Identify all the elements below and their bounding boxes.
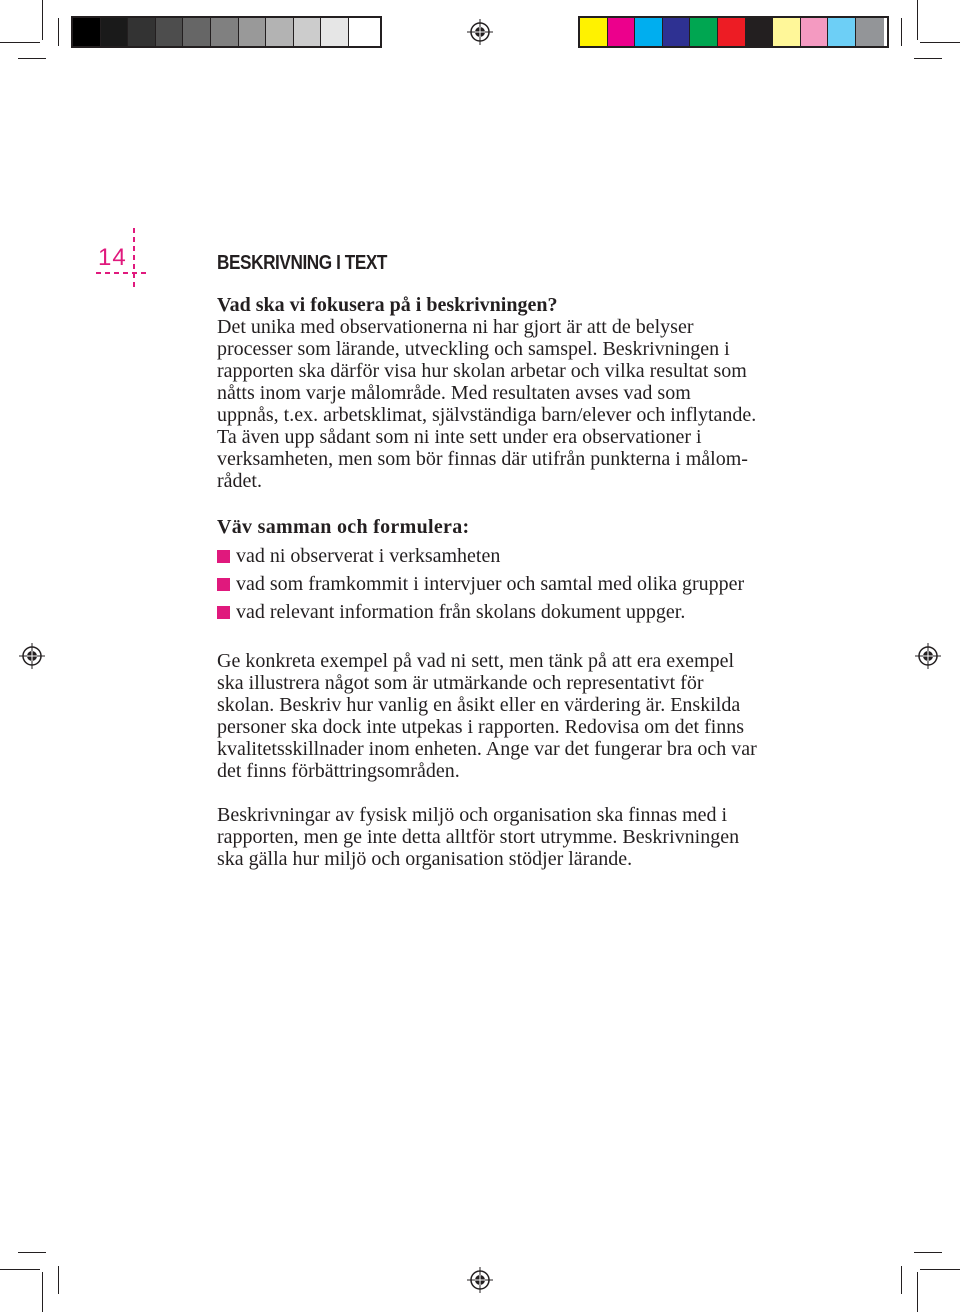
registration-mark-top-icon — [467, 19, 493, 45]
color-swatch — [635, 18, 663, 46]
crop-mark-bottom-right-v2 — [901, 1266, 902, 1294]
paragraph-line: nåtts inom varje målområde. Med resultaten avses vad som — [217, 382, 691, 404]
paragraph-line: processer som lärande, utveckling och samspel. Beskrivningen i — [217, 338, 730, 360]
paragraph-line: rapporten, men ge inte detta alltför stort utrymme. Beskrivningen — [217, 826, 740, 848]
list-item: vad som framkommit i intervjuer och samtal med olika grupper — [217, 570, 817, 598]
color-swatch — [856, 18, 884, 46]
paragraph-line: Ge konkreta exempel på vad ni sett, men tänk på att era exempel — [217, 650, 735, 672]
paragraph-line: uppnås, t.ex. arbetsklimat, självständiga barn/elever och inflytande. — [217, 404, 757, 426]
gray-swatch — [239, 18, 267, 46]
crop-mark-top-left-v — [42, 0, 43, 40]
color-swatch — [828, 18, 856, 46]
crop-mark-bottom-right-v — [917, 1272, 918, 1312]
gray-swatch — [211, 18, 239, 46]
page-content — [217, 248, 817, 870]
color-swatch — [801, 18, 829, 46]
color-swatch — [773, 18, 801, 46]
gray-swatch — [128, 18, 156, 46]
environment-paragraph — [217, 804, 817, 870]
crop-mark-top-right-v — [917, 0, 918, 40]
paragraph-line: rapporten ska därför visa hur skolan arbetar och vilka resultat som — [217, 360, 747, 382]
paragraph-line: rådet. — [217, 470, 262, 492]
registration-mark-bottom-icon — [467, 1267, 493, 1293]
section-title: BESKRIVNING I TEXT — [217, 252, 388, 274]
paragraph-line: personer ska dock inte utpekas i rapporten. Redovisa om det finns — [217, 716, 745, 738]
bullet-square-icon — [217, 550, 230, 563]
bullet-list — [217, 542, 817, 626]
crop-mark-top-left-v2 — [58, 18, 59, 46]
crop-mark-top-right-v2 — [901, 18, 902, 46]
color-swatch — [608, 18, 636, 46]
gray-swatch — [266, 18, 294, 46]
crop-mark-bottom-left-h2 — [18, 1252, 46, 1253]
paragraph-line: ska gälla hur miljö och organisation stödjer lärande. — [217, 848, 633, 870]
gray-swatch — [183, 18, 211, 46]
paragraph-line: Beskrivningar av fysisk miljö och organisation ska finnas med i — [217, 804, 728, 826]
color-swatch — [718, 18, 746, 46]
page-number: 14 — [98, 244, 127, 271]
page-number-dash-horizontal — [96, 272, 146, 274]
gray-swatch — [73, 18, 101, 46]
paragraph-line: Ta även upp sådant som ni inte sett under era observationer i — [217, 426, 702, 448]
focus-question-heading: Vad ska vi fokusera på i beskrivningen? — [217, 294, 558, 316]
page-number-dash-vertical — [133, 228, 135, 288]
gray-swatch — [294, 18, 322, 46]
crop-mark-bottom-right-h — [920, 1269, 960, 1270]
list-item: vad relevant information från skolans dokument uppger. — [217, 598, 817, 626]
gray-swatch — [156, 18, 184, 46]
color-swatch — [580, 18, 608, 46]
cmyk-color-bar — [578, 16, 889, 48]
paragraph-line: skolan. Beskriv hur vanlig en åsikt eller en värdering är. Enskilda — [217, 694, 741, 716]
bullet-square-icon — [217, 606, 230, 619]
registration-mark-right-icon — [915, 643, 941, 669]
crop-mark-bottom-left-v — [42, 1272, 43, 1312]
paragraph-line: kvalitetsskillnader inom enheten. Ange var det fungerar bra och var — [217, 738, 757, 760]
color-swatch — [663, 18, 691, 46]
paragraph-line: verksamheten, men som bör finnas där utifrån punkterna i målom- — [217, 448, 748, 470]
registration-mark-left-icon — [19, 643, 45, 669]
paragraph-line: Det unika med observationerna ni har gjort är att de belyser — [217, 316, 694, 338]
weave-heading: Väv samman och formulera: — [217, 516, 470, 538]
crop-mark-top-right-h — [920, 42, 960, 43]
crop-mark-bottom-right-h2 — [914, 1252, 942, 1253]
list-item: vad ni observerat i verksamheten — [217, 542, 817, 570]
gray-swatch — [349, 18, 377, 46]
examples-paragraph — [217, 650, 817, 782]
paragraph-line: ska illustrera något som är utmärkande och representativt för — [217, 672, 704, 694]
crop-mark-bottom-left-v2 — [58, 1266, 59, 1294]
intro-paragraph — [217, 316, 817, 492]
crop-mark-top-left-h — [0, 42, 40, 43]
crop-mark-top-right-h2 — [914, 58, 942, 59]
bullet-square-icon — [217, 578, 230, 591]
crop-mark-bottom-left-h — [0, 1269, 40, 1270]
color-swatch — [690, 18, 718, 46]
gray-color-bar — [71, 16, 382, 48]
paragraph-line: det finns förbättringsområden. — [217, 760, 460, 782]
gray-swatch — [321, 18, 349, 46]
color-swatch — [746, 18, 774, 46]
crop-mark-top-left-h2 — [18, 58, 46, 59]
gray-swatch — [101, 18, 129, 46]
